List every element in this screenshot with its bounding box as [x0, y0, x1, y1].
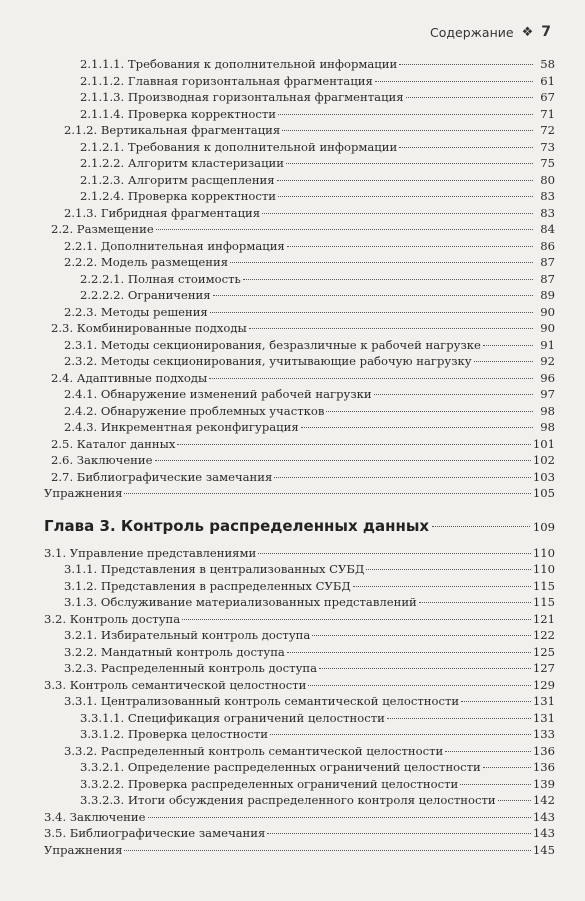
toc-entry[interactable]: [44, 287, 555, 304]
toc-entry-title: 2.4.2. Обнаружение проблемных участков: [64, 403, 325, 418]
toc-entry[interactable]: [44, 545, 555, 562]
toc-entry-title: 3.3.2.1. Определение распределенных ограничений целостности: [80, 760, 481, 774]
toc-entry-title: 3.3.2.3. Итоги обсуждения распределенного контроля целостности: [80, 793, 496, 807]
toc-entry-page: 96: [540, 370, 555, 385]
toc-entry[interactable]: [44, 809, 555, 826]
toc-entry-page: 129: [532, 677, 555, 692]
toc-entry-title: 2.1.2.3. Алгоритм расщепления: [80, 172, 275, 187]
toc-entry[interactable]: [44, 594, 555, 611]
toc-entry-page: 102: [532, 453, 555, 467]
toc-section-chapter-2: [44, 56, 555, 502]
toc-entry-title: 3.3.1.1. Спецификация ограничений целостности: [80, 710, 385, 725]
leader-dots: [326, 411, 533, 412]
toc-entry-page: 86: [540, 238, 555, 253]
leader-dots: [287, 652, 531, 653]
toc-entry-title: 2.5. Каталог данных: [51, 436, 176, 451]
leader-dots: [278, 114, 533, 115]
toc-entry-page: 145: [532, 842, 555, 857]
toc-entry-title: 3.3.2. Распределенный контроль семантической целостности: [64, 743, 444, 758]
leader-dots: [277, 180, 533, 181]
toc-entry-page: 133: [532, 727, 555, 741]
toc-entry[interactable]: [44, 221, 555, 238]
toc-entry[interactable]: [44, 89, 555, 106]
leader-dots: [406, 97, 533, 98]
toc-entry-page: 89: [540, 288, 555, 302]
toc-entry-page: 73: [540, 139, 555, 154]
toc-entry-page: 139: [532, 776, 555, 791]
toc-entry[interactable]: [44, 825, 555, 842]
leader-dots: [148, 817, 531, 818]
toc-entry[interactable]: [44, 611, 555, 628]
leader-dots: [432, 526, 530, 527]
toc-entry-page: 143: [532, 809, 555, 824]
toc-entry-title: 2.1.1.2. Главная горизонтальная фрагментация: [80, 73, 373, 88]
toc-entry[interactable]: [44, 693, 555, 710]
header-section-title: Содержание: [430, 24, 514, 40]
toc-entry-title: 3.3.2.2. Проверка распределенных ограничений целостности: [80, 776, 459, 791]
toc-entry[interactable]: [44, 644, 555, 661]
toc-entry-page: 67: [540, 90, 555, 104]
toc-entry-page: 136: [532, 760, 555, 774]
leader-dots: [399, 147, 533, 148]
leader-dots: [210, 312, 533, 313]
toc-entry-page: 110: [532, 545, 555, 560]
diamond-icon: ❖: [521, 24, 534, 40]
leader-dots: [301, 427, 533, 428]
toc-entry[interactable]: [44, 155, 555, 172]
toc-chapter-heading[interactable]: [44, 514, 555, 538]
leader-dots: [308, 685, 530, 686]
leader-dots: [270, 734, 531, 735]
leader-dots: [267, 833, 531, 834]
leader-dots: [445, 751, 531, 752]
leader-dots: [243, 279, 533, 280]
toc-entry-title: 3.2.1. Избирательный контроль доступа: [64, 628, 311, 642]
leader-dots: [483, 345, 533, 346]
toc-entry-page: 97: [540, 387, 555, 401]
toc-entry-page: 125: [532, 644, 555, 659]
toc-entry-title: 3.2.3. Распределенный контроль доступа: [64, 661, 318, 675]
toc-entry-page: 143: [532, 826, 555, 840]
toc-entry[interactable]: [44, 56, 555, 73]
toc-entry-title: 2.4.1. Обнаружение изменений рабочей нагрузки: [64, 387, 372, 401]
toc-entry[interactable]: [44, 304, 555, 321]
toc-entry-title: Упражнения: [44, 486, 123, 500]
toc-entry[interactable]: [44, 710, 555, 727]
leader-dots: [460, 784, 531, 785]
leader-dots: [213, 295, 533, 296]
toc-entry-page: 110: [532, 562, 555, 576]
toc-entry[interactable]: [44, 743, 555, 760]
leader-dots: [177, 444, 530, 445]
leader-dots: [209, 378, 533, 379]
leader-dots: [282, 130, 533, 131]
toc-entry-page: 72: [540, 123, 555, 137]
leader-dots: [483, 767, 531, 768]
leader-dots: [182, 619, 531, 620]
toc-entry[interactable]: [44, 578, 555, 595]
toc-entry-page: 131: [532, 710, 555, 725]
toc-entry-page: 115: [532, 595, 555, 609]
toc-entry-page: 121: [532, 611, 555, 626]
leader-dots: [124, 493, 530, 494]
toc-entry-page: 83: [540, 205, 555, 220]
toc-entry[interactable]: [44, 271, 555, 288]
toc-entry-page: 115: [532, 578, 555, 593]
running-header: [34, 20, 551, 44]
leader-dots: [419, 602, 531, 603]
toc-entry-title: 2.2.2. Модель размещения: [64, 255, 229, 269]
toc-entry[interactable]: [44, 238, 555, 255]
toc-entry-title: 2.1.1.4. Проверка корректности: [80, 106, 277, 121]
toc-entry[interactable]: [44, 627, 555, 644]
toc-entry-page: 58: [540, 57, 555, 71]
toc-entry-title: 2.2.2.2. Ограничения: [80, 288, 211, 302]
leader-dots: [399, 64, 533, 65]
toc-entry-page: 122: [532, 628, 555, 642]
toc-entry-title: 3.2.2. Мандатный контроль доступа: [64, 644, 285, 659]
leader-dots: [262, 213, 533, 214]
leader-dots: [461, 701, 531, 702]
leader-dots: [230, 262, 533, 263]
toc-entry-title: 2.2.1. Дополнительная информация: [64, 238, 285, 253]
toc-entry-title: 3.1. Управление представлениями: [44, 545, 257, 560]
toc-entry[interactable]: [44, 660, 555, 677]
toc-entry-title: 3.3.1. Централизованный контроль семантической целостности: [64, 694, 460, 708]
leader-dots: [387, 718, 531, 719]
leader-dots: [287, 246, 533, 247]
toc-entry-page: 98: [540, 420, 555, 434]
leader-dots: [498, 800, 531, 801]
toc-entry-title: 2.7. Библиографические замечания: [51, 469, 273, 484]
toc-entry-page: 131: [532, 694, 555, 708]
toc-entry[interactable]: [44, 403, 555, 420]
toc-entry-title: Упражнения: [44, 842, 123, 857]
toc-entry-title: 2.1.1.1. Требования к дополнительной информации: [80, 57, 398, 71]
toc-entry-title: 2.2. Размещение: [51, 222, 154, 236]
toc-entry-title: 2.3.2. Методы секционирования, учитывающие рабочую нагрузку: [64, 354, 472, 368]
toc-entry[interactable]: [44, 106, 555, 123]
toc-entry-title: 2.1.2.4. Проверка корректности: [80, 189, 277, 203]
toc-entry-page: 105: [532, 486, 555, 500]
toc-entry-title: 3.5. Библиографические замечания: [44, 826, 266, 840]
leader-dots: [155, 460, 531, 461]
leader-dots: [366, 569, 530, 570]
toc-entry-title: 2.1.1.3. Производная горизонтальная фрагментация: [80, 90, 404, 104]
toc-entry[interactable]: [44, 370, 555, 387]
toc-entry-title: 3.1.2. Представления в распределенных СУБД: [64, 578, 351, 593]
toc-entry-page: 87: [540, 271, 555, 286]
toc-entry-title: 2.4.3. Инкрементная реконфигурация: [64, 420, 299, 434]
leader-dots: [474, 361, 533, 362]
toc-entry[interactable]: [44, 842, 555, 859]
toc-entry-title: 2.1.2.2. Алгоритм кластеризации: [80, 156, 284, 170]
toc-entry[interactable]: [44, 419, 555, 436]
leader-dots: [249, 328, 533, 329]
toc-entry-page: 90: [540, 321, 555, 335]
leader-dots: [375, 81, 533, 82]
toc-entry-page: 91: [540, 337, 555, 352]
chapter-title: Глава 3. Контроль распределенных данных: [44, 516, 430, 535]
toc-entry[interactable]: [44, 254, 555, 271]
toc-entry-title: 3.4. Заключение: [44, 809, 146, 824]
toc-entry-page: 84: [540, 222, 555, 236]
toc-entry[interactable]: [44, 353, 555, 370]
toc-entry[interactable]: [44, 122, 555, 139]
leader-dots: [374, 394, 533, 395]
leader-dots: [274, 477, 531, 478]
toc-entry-page: 87: [540, 255, 555, 269]
toc-entry-title: 2.2.2.1. Полная стоимость: [80, 271, 241, 286]
chapter-page: 109: [532, 519, 555, 534]
toc-entry[interactable]: [44, 139, 555, 156]
header-page-number: 7: [541, 24, 551, 40]
leader-dots: [278, 196, 533, 197]
toc-entry-title: 2.1.3. Гибридная фрагментация: [64, 205, 261, 220]
toc-entry-page: 90: [540, 304, 555, 319]
toc-entry-page: 71: [540, 106, 555, 121]
toc-entry-title: 3.1.1. Представления в централизованных СУБД: [64, 562, 365, 576]
toc-entry-page: 101: [532, 436, 555, 451]
toc-entry[interactable]: [44, 485, 555, 502]
toc-entry-page: 103: [532, 469, 555, 484]
leader-dots: [124, 850, 530, 851]
toc-entry-title: 2.1.2.1. Требования к дополнительной информации: [80, 139, 398, 154]
toc-entry[interactable]: [44, 469, 555, 486]
toc-entry[interactable]: [44, 386, 555, 403]
toc-entry-title: 3.3.1.2. Проверка целостности: [80, 727, 269, 741]
toc-entry-title: 2.3. Комбинированные подходы: [51, 321, 247, 335]
toc-entry[interactable]: [44, 677, 555, 694]
toc-entry[interactable]: [44, 172, 555, 189]
toc-entry[interactable]: [44, 776, 555, 793]
toc-entry-page: 80: [540, 172, 555, 187]
toc-entry[interactable]: [44, 188, 555, 205]
toc-entry-page: 136: [532, 743, 555, 758]
leader-dots: [258, 553, 531, 554]
toc-entry-page: 92: [540, 354, 555, 368]
toc-entry-page: 61: [540, 73, 555, 88]
leader-dots: [156, 229, 533, 230]
toc-entry-title: 3.3. Контроль семантической целостности: [44, 677, 307, 692]
toc-entry-page: 98: [540, 403, 555, 418]
toc-entry-title: 3.2. Контроль доступа: [44, 611, 181, 626]
toc-entry-page: 127: [532, 661, 555, 675]
leader-dots: [286, 163, 533, 164]
leader-dots: [319, 668, 531, 669]
toc-entry-title: 2.3.1. Методы секционирования, безразличные к рабочей нагрузке: [64, 337, 481, 352]
toc-entry-page: 75: [540, 156, 555, 170]
table-of-contents: [44, 56, 555, 858]
toc-entry-title: 2.4. Адаптивные подходы: [51, 370, 208, 385]
toc-entry[interactable]: [44, 759, 555, 776]
toc-entry-title: 2.1.2. Вертикальная фрагментация: [64, 123, 281, 137]
toc-entry[interactable]: [44, 73, 555, 90]
toc-entry[interactable]: [44, 452, 555, 469]
toc-entry-page: 83: [540, 189, 555, 203]
toc-entry[interactable]: [44, 320, 555, 337]
leader-dots: [353, 586, 531, 587]
toc-entry[interactable]: [44, 205, 555, 222]
toc-entry-title: 2.6. Заключение: [51, 453, 153, 467]
leader-dots: [312, 635, 531, 636]
toc-entry-page: 142: [532, 793, 555, 807]
toc-entry-title: 2.2.3. Методы решения: [64, 304, 208, 319]
toc-entry[interactable]: [44, 436, 555, 453]
toc-entry[interactable]: [44, 337, 555, 354]
toc-entry-title: 3.1.3. Обслуживание материализованных представлений: [64, 595, 417, 609]
toc-entry[interactable]: [44, 726, 555, 743]
toc-entry[interactable]: [44, 561, 555, 578]
toc-entry[interactable]: [44, 792, 555, 809]
toc-section-chapter-3: [44, 545, 555, 859]
